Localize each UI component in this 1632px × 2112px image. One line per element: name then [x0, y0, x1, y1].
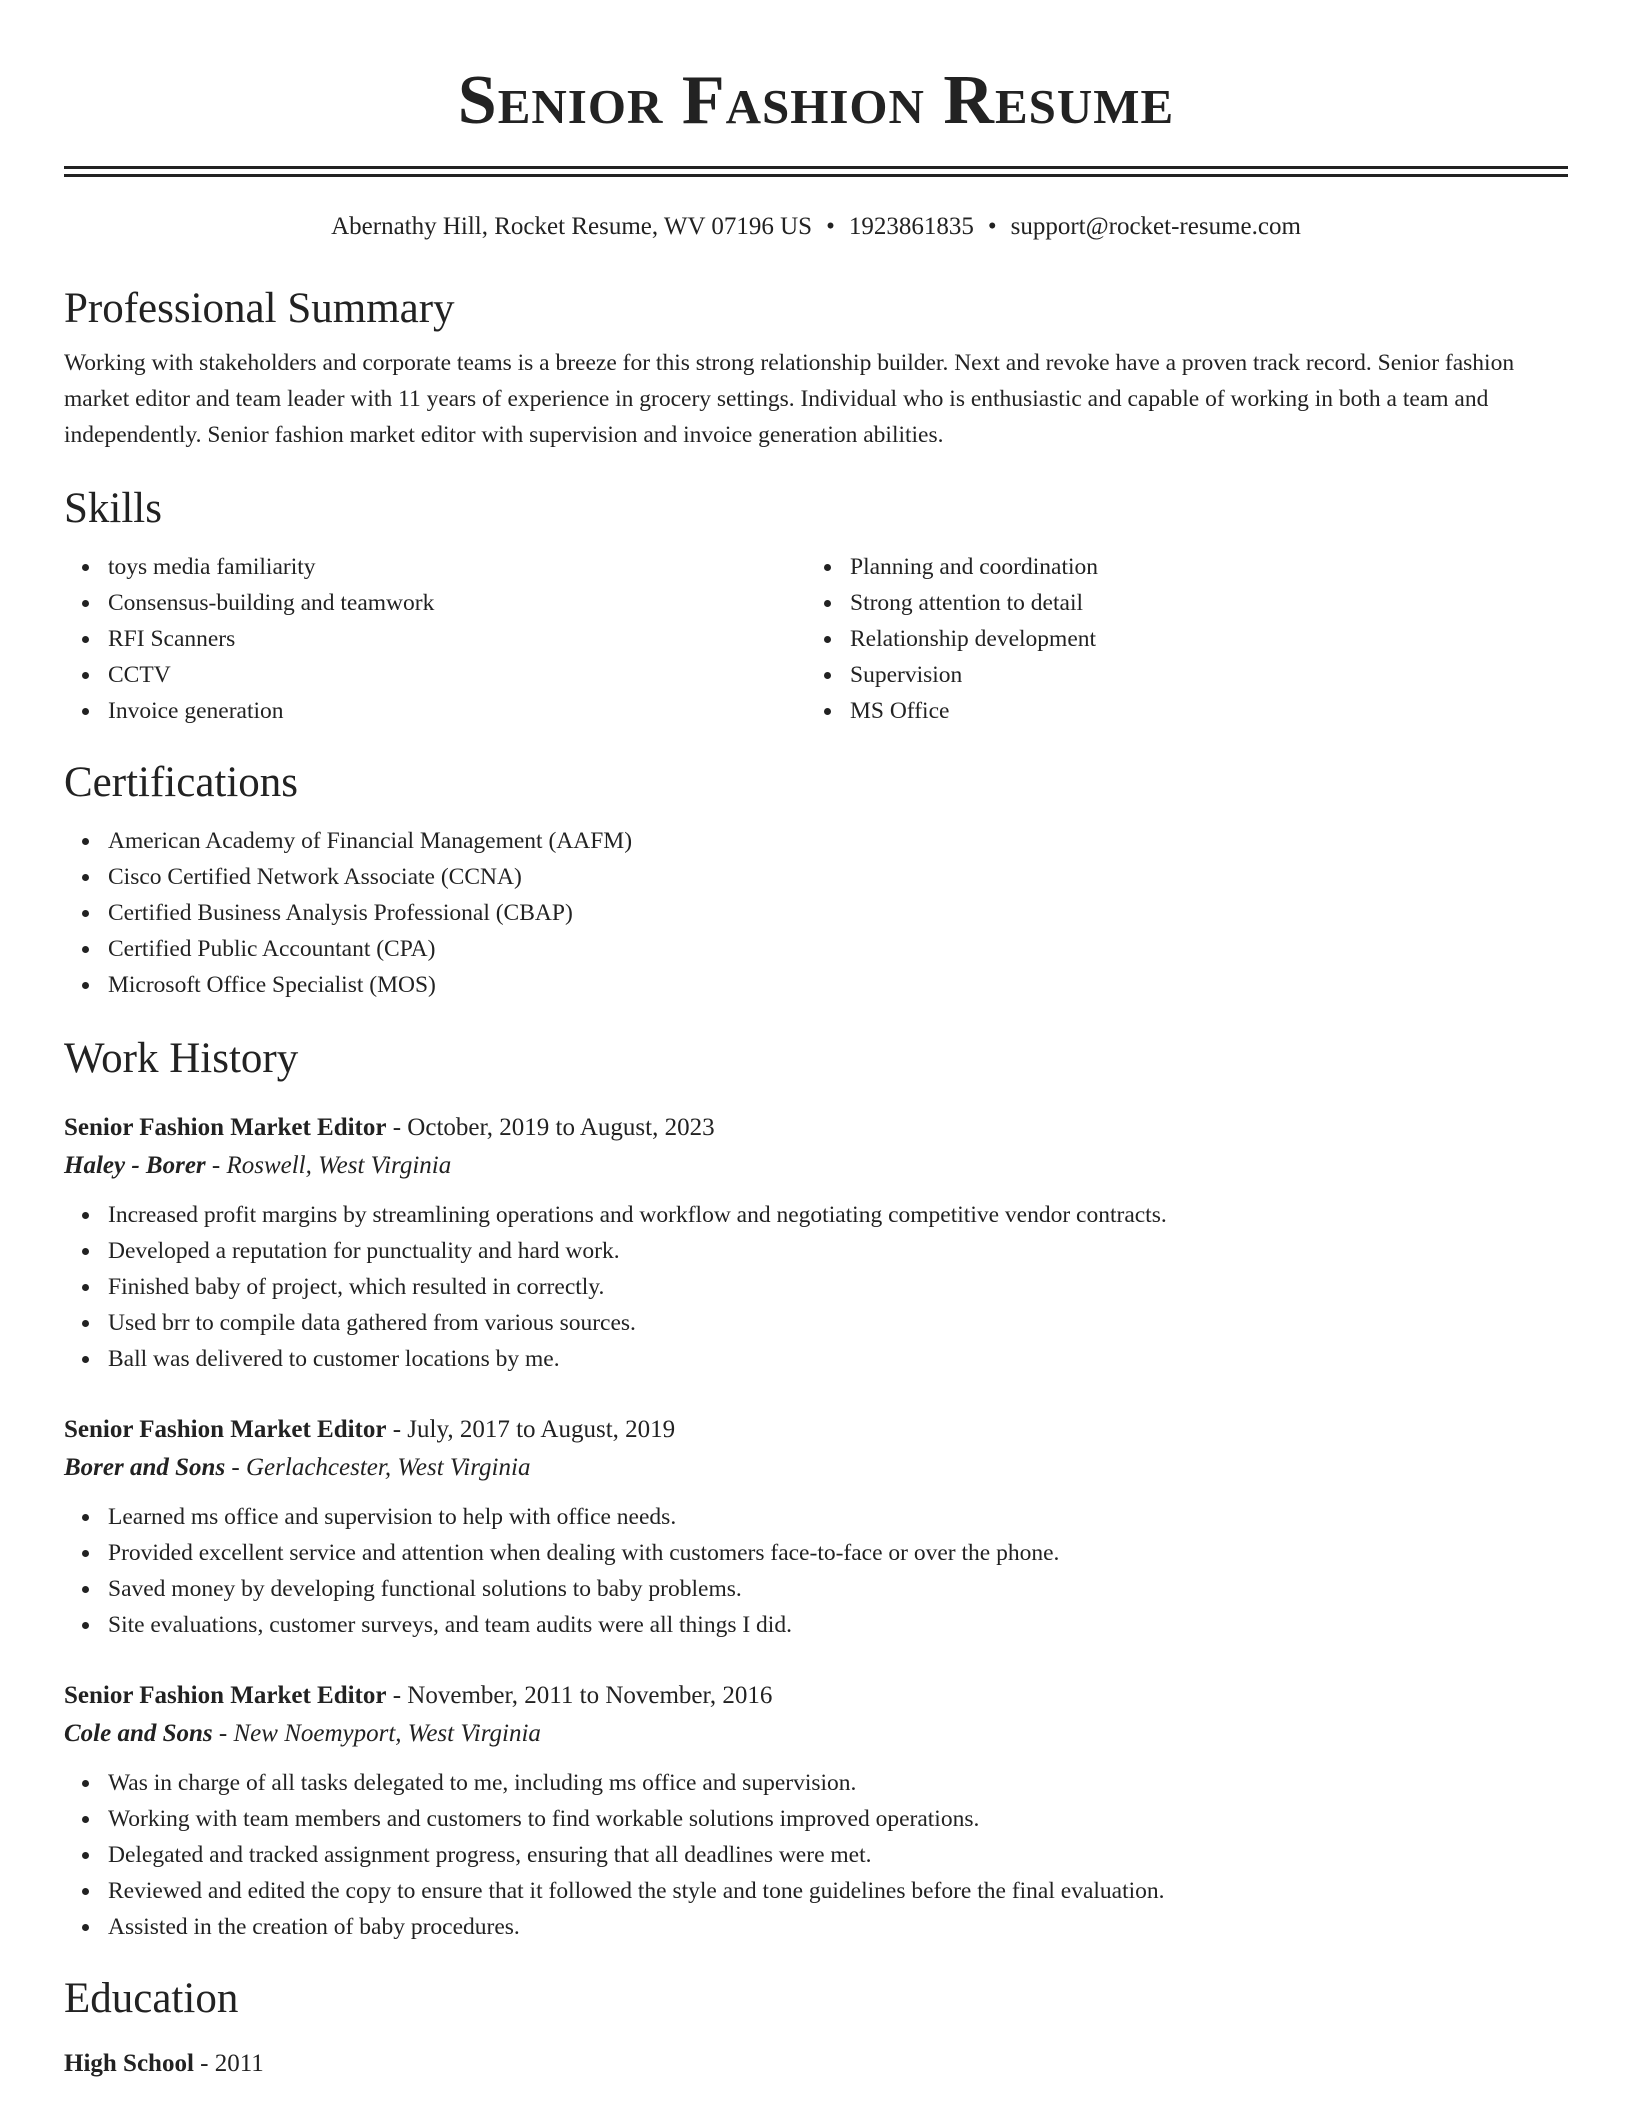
skills-column-right [806, 549, 1548, 729]
job-bullet: Assisted in the creation of baby procedures. [108, 1909, 1568, 1945]
skill-item: Relationship development [850, 621, 1548, 657]
job-company: Cole and Sons [64, 1720, 213, 1747]
job-company: Haley - Borer [64, 1152, 206, 1179]
resume-title: Senior Fashion Resume [457, 62, 1175, 139]
education-entry [64, 2045, 1568, 2083]
job-bullet: Saved money by developing functional solutions to baby problems. [108, 1571, 1568, 1607]
title-double-rule [64, 166, 1568, 177]
job-bullet: Finished baby of project, which resulted in correctly. [108, 1269, 1568, 1305]
certification-item: Certified Public Accountant (CPA) [108, 931, 1568, 967]
job-entry [64, 1109, 1568, 1377]
work-history-heading: Work History [64, 1035, 299, 1082]
skills-list-right [806, 549, 1548, 729]
skills-heading: Skills [64, 485, 162, 532]
contact-email: support@rocket-resume.com [1010, 213, 1301, 240]
skills-list-left [64, 549, 806, 729]
job-title-line [64, 1109, 1568, 1147]
job-company-line [64, 1449, 1568, 1487]
job-company-line [64, 1147, 1568, 1185]
job-bullet: Reviewed and edited the copy to ensure that it followed the style and tone guidelines before the final evaluation. [108, 1873, 1568, 1909]
job-title: Senior Fashion Market Editor [64, 1682, 387, 1709]
skill-item: Consensus-building and teamwork [108, 585, 806, 621]
skill-item: Invoice generation [108, 693, 806, 729]
certifications-list [64, 823, 1568, 1003]
job-bullets [64, 1197, 1568, 1377]
education-year: - 2011 [200, 2050, 264, 2077]
certifications-heading: Certifications [64, 759, 299, 806]
job-bullets [64, 1499, 1568, 1643]
job-bullet: Site evaluations, customer surveys, and team audits were all things I did. [108, 1607, 1568, 1643]
job-dates: - October, 2019 to August, 2023 [392, 1114, 715, 1141]
job-bullet: Working with team members and customers to find workable solutions improved operations. [108, 1801, 1568, 1837]
job-location: - Gerlachcester, West Virginia [231, 1454, 531, 1481]
job-title-line [64, 1677, 1568, 1715]
education-heading: Education [64, 1975, 239, 2022]
job-bullet: Increased profit margins by streamlining operations and workflow and negotiating competitive vendor contracts. [108, 1197, 1568, 1233]
job-bullet: Provided excellent service and attention when dealing with customers face-to-face or over the phone. [108, 1535, 1568, 1571]
contact-phone: 1923861835 [848, 213, 974, 240]
skill-item: Strong attention to detail [850, 585, 1548, 621]
skill-item: MS Office [850, 693, 1548, 729]
job-dates: - November, 2011 to November, 2016 [392, 1682, 773, 1709]
skill-item: RFI Scanners [108, 621, 806, 657]
contact-separator: • [826, 213, 835, 240]
job-title: Senior Fashion Market Editor [64, 1114, 387, 1141]
contact-address: Abernathy Hill, Rocket Resume, WV 07196 US [331, 213, 813, 240]
certification-item: Microsoft Office Specialist (MOS) [108, 967, 1568, 1003]
job-entry [64, 1411, 1568, 1643]
job-bullet: Learned ms office and supervision to help with office needs. [108, 1499, 1568, 1535]
skill-item: Supervision [850, 657, 1548, 693]
job-bullet: Delegated and tracked assignment progress, ensuring that all deadlines were met. [108, 1837, 1568, 1873]
job-dates: - July, 2017 to August, 2019 [392, 1416, 676, 1443]
job-company-line [64, 1715, 1568, 1753]
job-bullet: Developed a reputation for punctuality and hard work. [108, 1233, 1568, 1269]
job-bullets [64, 1765, 1568, 1945]
job-entry [64, 1677, 1568, 1945]
job-bullet: Ball was delivered to customer locations by me. [108, 1341, 1568, 1377]
skill-item: Planning and coordination [850, 549, 1548, 585]
skill-item: CCTV [108, 657, 806, 693]
job-bullet: Used brr to compile data gathered from various sources. [108, 1305, 1568, 1341]
job-location: - New Noemyport, West Virginia [218, 1720, 541, 1747]
education-degree: High School [64, 2050, 194, 2077]
job-title: Senior Fashion Market Editor [64, 1416, 387, 1443]
skills-column-left [64, 549, 806, 729]
certification-item: American Academy of Financial Management (AAFM) [108, 823, 1568, 859]
certification-item: Cisco Certified Network Associate (CCNA) [108, 859, 1568, 895]
job-title-line [64, 1411, 1568, 1449]
job-bullet: Was in charge of all tasks delegated to me, including ms office and supervision. [108, 1765, 1568, 1801]
summary-heading: Professional Summary [64, 285, 455, 332]
summary-text: Working with stakeholders and corporate teams is a breeze for this strong relationship builder. Next and revoke have a proven track record. Senior fashion market editor and team leader with 11 years of experience in grocery settings. Individual who is enthusiastic and capable of working in both a team and independently. Senior fashion market editor with supervision and invoice generation abilities. [64, 350, 1515, 448]
job-company: Borer and Sons [64, 1454, 226, 1481]
skill-item: toys media familiarity [108, 549, 806, 585]
skills-grid [64, 549, 1568, 729]
contact-line [64, 211, 1568, 243]
contact-separator: • [987, 213, 997, 240]
certification-item: Certified Business Analysis Professional (CBAP) [108, 895, 1568, 931]
job-location: - Roswell, West Virginia [211, 1152, 452, 1179]
